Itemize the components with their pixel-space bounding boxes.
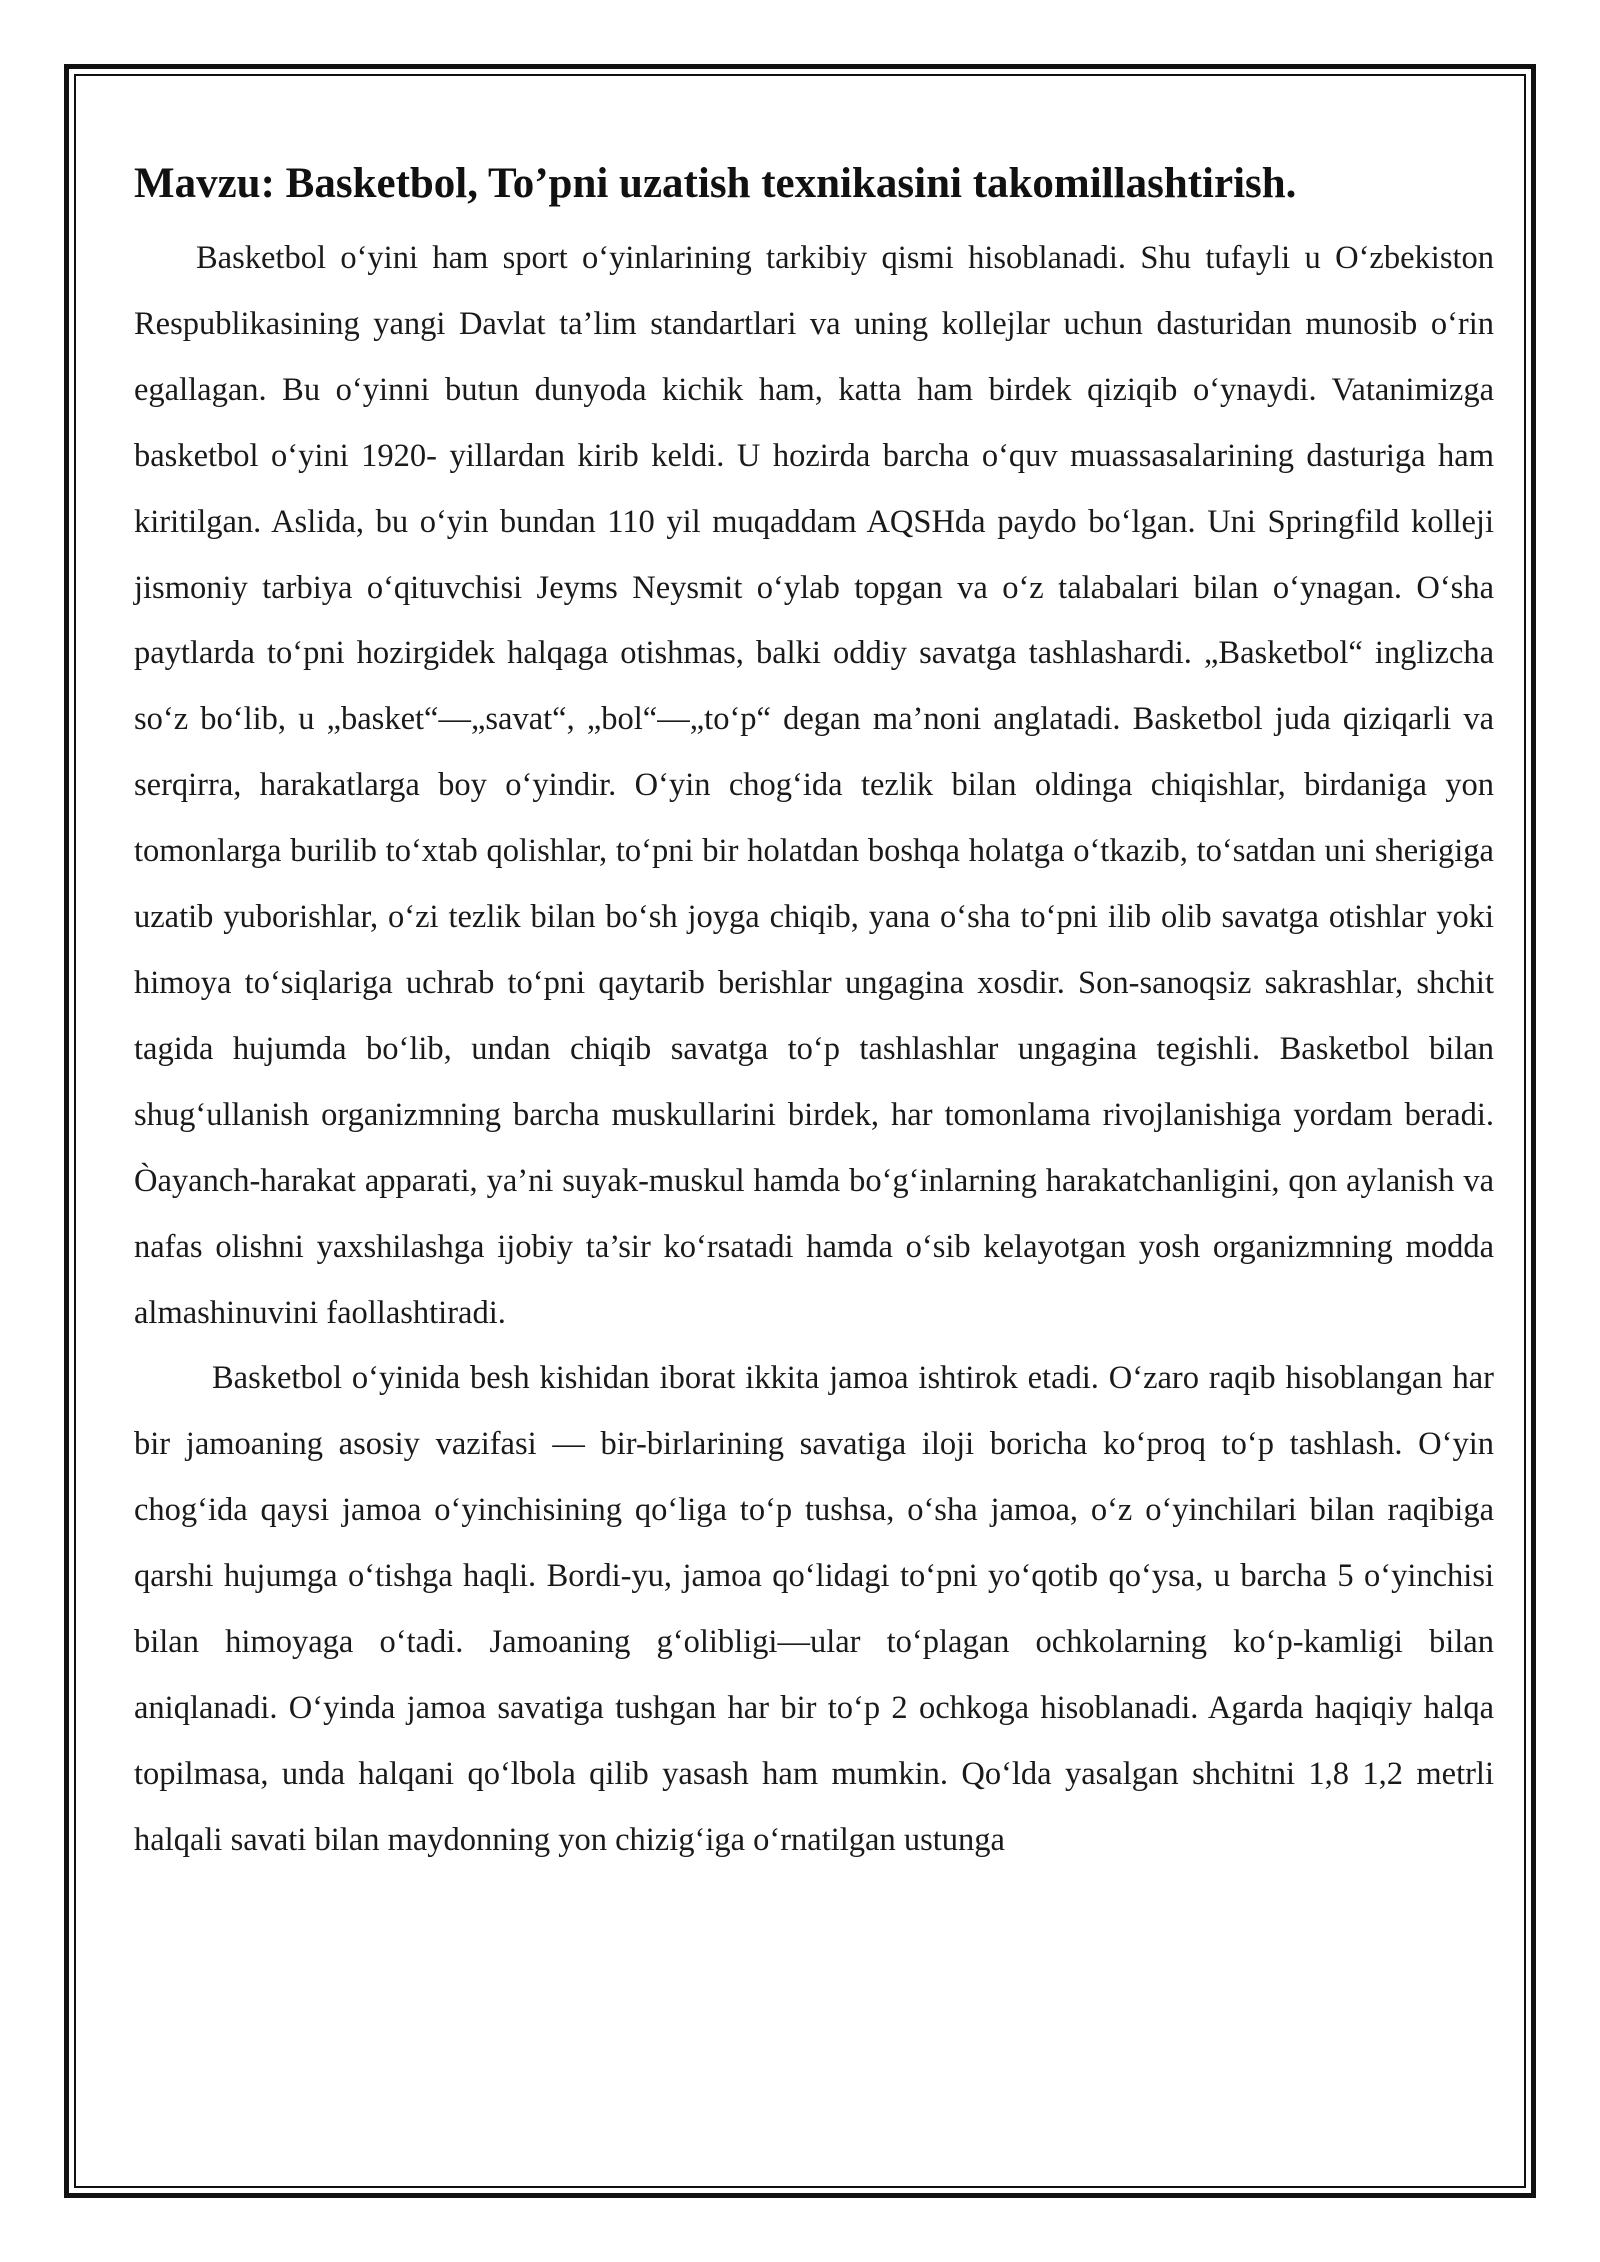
paragraph-intro: Basketbol o‘yini ham sport o‘yinlarining tarkibiy qismi hisoblanadi. Shu tufayli u O‘zbekiston Respublikasining yangi Davlat ta’lim standartlari va uning kollejlar uchun dasturidan munosib o‘rin egallagan. Bu o‘yinni butun dunyoda kichik ham, katta ham birdek qiziqib o‘ynaydi. Vatanimizga basketbol o‘yini 1920- yillardan kirib keldi. U hozirda barcha o‘quv muassasalarining dasturiga ham kiritilgan. Aslida, bu o‘yin bundan 110 yil muqaddam AQSHda paydo bo‘lgan. Uni Springfild kolleji jismoniy tarbiya o‘qituvchisi Jeyms Neysmit o‘ylab topgan va o‘z talabalari bilan o‘ynagan. O‘sha paytlarda to‘pni hozirgidek halqaga otishmas, balki oddiy savatga tashlashardi. „Basketbol“ inglizcha so‘z bo‘lib, u „basket“—„savat“, „bol“—„to‘p“ degan ma’noni anglatadi. Basketbol juda qiziqarli va serqirra, harakatlarga boy o‘yindir. O‘yin chog‘ida tezlik bilan oldinga chiqishlar, birdaniga yon tomonlarga burilib to‘xtab qolishlar, to‘pni bir holatdan boshqa holatga o‘tkazib, to‘satdan uni sherigiga uzatib yuborishlar, o‘zi tezlik bilan bo‘sh joyga chiqib, yana o‘sha to‘pni ilib olib savatga otishlar yoki himoya to‘siqlariga uchrab to‘pni qaytarib berishlar ungagina xosdir. Son-sanoqsiz sakrashlar, shchit tagida hujumda bo‘lib, undan chiqib savatga to‘p tashlashlar ungagina tegishli. Basketbol bilan shug‘ullanish organizmning barcha muskullarini birdek, har tomonlama rivojlanishiga yordam beradi. Òayanch-harakat apparati, ya’ni suyak-muskul hamda bo‘g‘inlarning harakatchanligini, qon aylanish va nafas olishni yaxshilashga ijobiy ta’sir ko‘rsatadi hamda o‘sib kelayotgan yosh organizmning modda almashinuvini faollashtiradi. xyxy=(134,240,1494,1331)
document-title: Mavzu: Basketbol, To’pni uzatish texnikasini takomillashtirish. xyxy=(134,160,1297,207)
paragraph-rules: Basketbol o‘yinida besh kishidan iborat ikkita jamoa ishtirok etadi. O‘zaro raqib hisoblangan har bir jamoaning asosiy vazifasi — bir-birlarining savatiga iloji boricha ko‘proq to‘p tashlash. O‘yin chog‘ida qaysi jamoa o‘yinchisining qo‘liga to‘p tushsa, o‘sha jamoa, o‘z o‘yinchilari bilan raqibiga qarshi hujumga o‘tishga haqli. Bordi-yu, jamoa qo‘lidagi to‘pni yo‘qotib qo‘ysa, u barcha 5 o‘yinchisi bilan himoyaga o‘tadi. Jamoaning g‘olibligi—ular to‘plagan ochkolarning ko‘p-kamligi bilan aniqlanadi. O‘yinda jamoa savatiga tushgan har bir to‘p 2 ochkoga hisoblanadi. Agarda haqiqiy halqa topilmasa, unda halqani qo‘lbola qilib yasash ham mumkin. Qo‘lda yasalgan shchitni 1,8 1,2 metrli halqali savati bilan maydonning yon chizig‘iga o‘rnatilgan ustunga xyxy=(134,1360,1494,1858)
document-body xyxy=(134,150,1494,1874)
